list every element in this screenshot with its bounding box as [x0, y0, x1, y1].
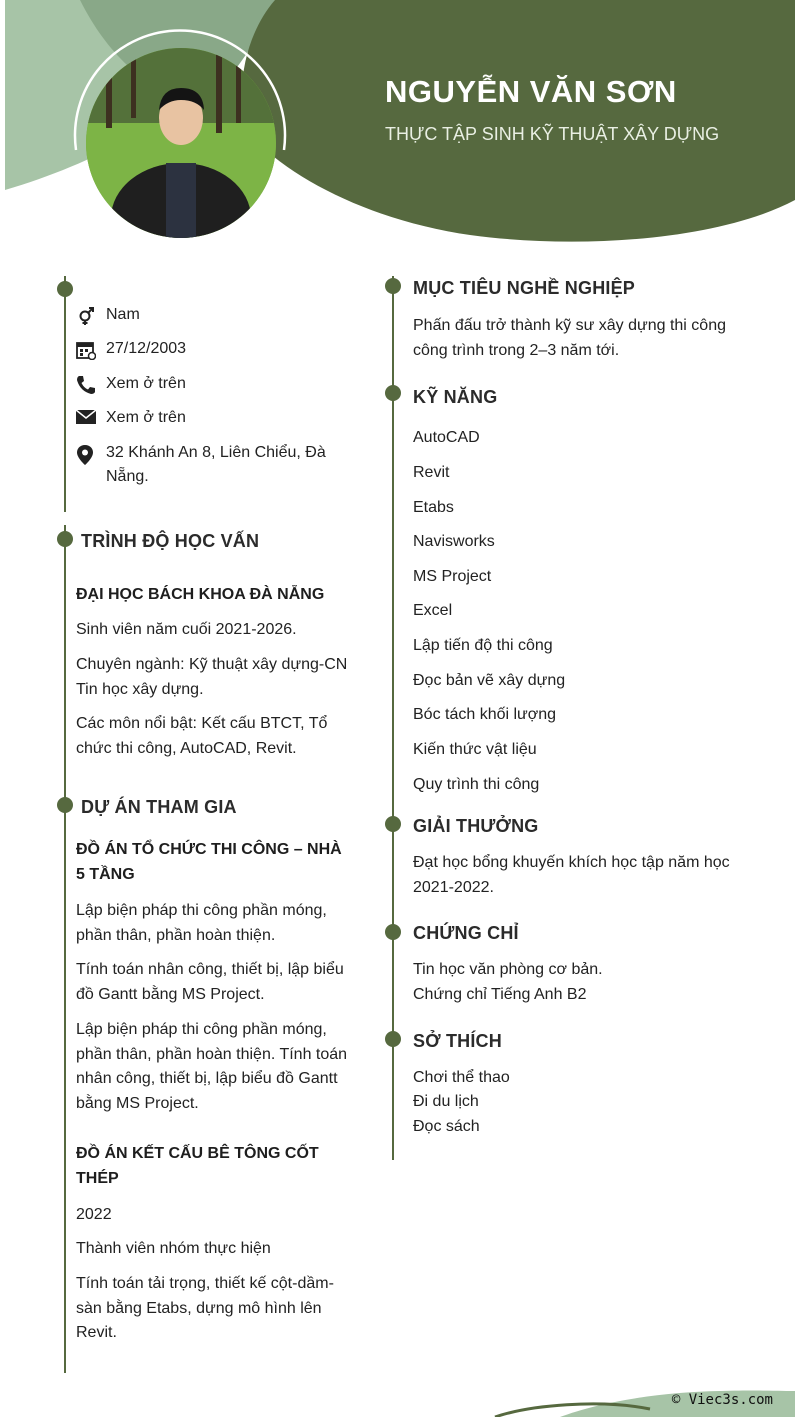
left-timeline-top	[64, 276, 66, 512]
skill-item: AutoCAD	[413, 429, 480, 446]
education-line: Các môn nổi bật: Kết cấu BTCT, Tổ chức thi công, AutoCAD, Revit.	[76, 715, 328, 757]
hobby-line: Chơi thể thao	[413, 1069, 510, 1086]
profile-photo	[86, 48, 276, 238]
info-email: Xem ở trên	[76, 406, 346, 430]
skill-item: Kiến thức vật liệu	[413, 741, 537, 758]
hobbies-title: SỞ THÍCH	[413, 1031, 502, 1051]
skill-item: Quy trình thi công	[413, 776, 540, 793]
timeline-dot	[57, 281, 73, 297]
skill-item: Navisworks	[413, 533, 495, 550]
skill-item: Lập tiến độ thi công	[413, 637, 553, 654]
email-icon	[76, 406, 106, 430]
certificates-title: CHỨNG CHỈ	[413, 923, 519, 943]
timeline-dot	[57, 797, 73, 813]
project-name: ĐỒ ÁN KẾT CẤU BÊ TÔNG CỐT THÉP	[76, 1145, 319, 1187]
project-line: Tính toán tải trọng, thiết kế cột-dầm-sàn bằng Etabs, dựng mô hình lên Revit.	[76, 1275, 334, 1341]
projects-title: DỰ ÁN THAM GIA	[81, 797, 237, 817]
project-line: Lập biện pháp thi công phần móng, phần thân, phần hoàn thiện. Tính toán nhân công, thiết bị, lập biểu đồ Gantt bằng MS Project.	[76, 1021, 348, 1112]
hobby-line: Đi du lịch	[413, 1093, 479, 1110]
project-line: Thành viên nhóm thực hiện	[76, 1240, 271, 1257]
right-timeline	[392, 276, 394, 1160]
skills-title: KỸ NĂNG	[413, 387, 498, 407]
project-line: Tính toán nhân công, thiết bị, lập biểu đồ Gantt bằng MS Project.	[76, 961, 344, 1003]
job-title: THỰC TẬP SINH KỸ THUẬT XÂY DỰNG	[385, 124, 720, 144]
left-timeline-bottom	[64, 525, 66, 1373]
info-gender: Nam	[76, 303, 346, 327]
education-title: TRÌNH ĐỘ HỌC VẤN	[81, 531, 260, 551]
awards-text: Đạt học bổng khuyến khích học tập năm học 2021-2022.	[413, 854, 730, 896]
education-line: Chuyên ngành: Kỹ thuật xây dựng-CN Tin học xây dựng.	[76, 656, 348, 698]
footer-credit: © Viec3s.com	[671, 1392, 773, 1408]
candidate-name: NGUYỄN VĂN SƠN	[385, 74, 677, 109]
hobby-line: Đọc sách	[413, 1118, 480, 1135]
project-line: 2022	[76, 1206, 112, 1223]
project-line: Lập biện pháp thi công phần móng, phần thân, phần hoàn thiện.	[76, 902, 327, 944]
skill-item: Excel	[413, 602, 453, 619]
certificate-line: Tin học văn phòng cơ bản.	[413, 961, 603, 978]
school-name: ĐẠI HỌC BÁCH KHOA ĐÀ NẴNG	[76, 586, 325, 603]
timeline-dot	[57, 531, 73, 547]
calendar-icon	[76, 337, 106, 361]
awards-title: GIẢI THƯỞNG	[413, 816, 539, 836]
skill-item: Revit	[413, 464, 450, 481]
timeline-dot	[385, 816, 401, 832]
objective-text: Phấn đấu trở thành kỹ sư xây dựng thi công công trình trong 2–3 năm tới.	[413, 317, 726, 359]
skill-item: MS Project	[413, 568, 492, 585]
timeline-dot	[385, 924, 401, 940]
education-line: Sinh viên năm cuối 2021-2026.	[76, 621, 297, 638]
skill-item: Đọc bản vẽ xây dựng	[413, 672, 566, 689]
skill-item: Bóc tách khối lượng	[413, 706, 557, 723]
objective-title: MỤC TIÊU NGHỀ NGHIỆP	[413, 278, 636, 298]
timeline-dot	[385, 1031, 401, 1047]
location-icon	[76, 441, 106, 489]
gender-icon	[76, 303, 106, 327]
timeline-dot	[385, 278, 401, 294]
timeline-dot	[385, 385, 401, 401]
info-address: 32 Khánh An 8, Liên Chiểu, Đà Nẵng.	[76, 441, 346, 489]
info-phone: Xem ở trên	[76, 372, 346, 396]
certificate-line: Chứng chỉ Tiếng Anh B2	[413, 986, 587, 1003]
phone-icon	[76, 372, 106, 396]
info-birthday: 27/12/2003	[76, 337, 346, 361]
skill-item: Etabs	[413, 499, 454, 516]
project-name: ĐỒ ÁN TỔ CHỨC THI CÔNG – NHÀ 5 TẦNG	[76, 841, 342, 883]
